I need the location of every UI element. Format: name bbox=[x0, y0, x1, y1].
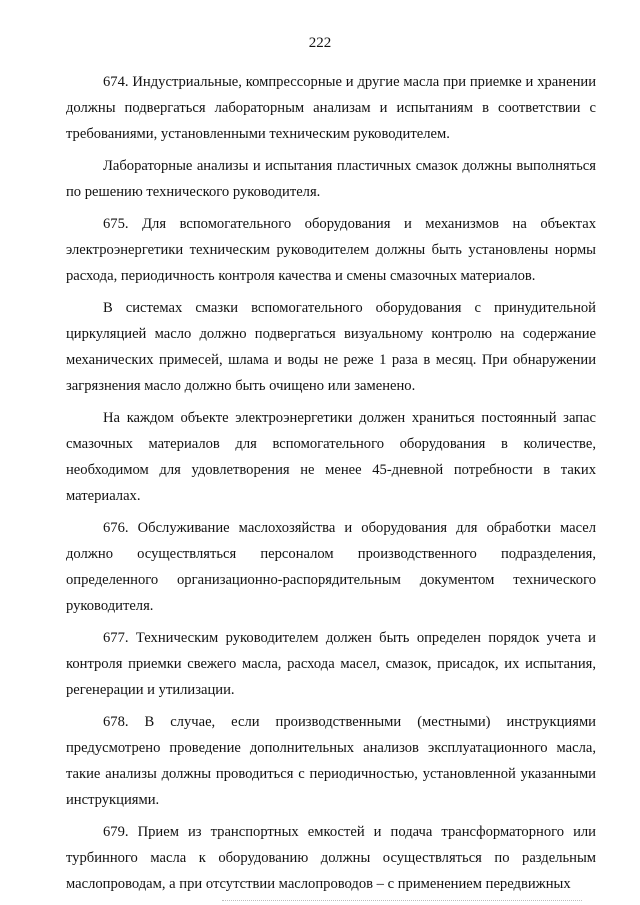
paragraph-678: 678. В случае, если производственными (местными) инструкциями предусмотрено проведение дополнительных анализов эксплуатационного масла, такие анализы должны проводиться с периодичностью, установленной указанными инструкциями. bbox=[66, 714, 596, 808]
page-number: 222 bbox=[308, 35, 332, 51]
scan-edge-line bbox=[222, 900, 582, 902]
paragraph-675-lubrication-systems: В системах смазки вспомогательного оборудования с принудительной циркуляцией масло должно подвергаться визуальному контролю на содержание механических примесей, шлама и воды не реже 1 раза в месяц. При обнаружении загрязнения масло должно быть очищено или заменено. bbox=[66, 300, 596, 394]
document-body bbox=[66, 69, 596, 903]
paragraph-674: 674. Индустриальные, компрессорные и другие масла при приемке и хранении должны подвергаться лабораторным анализам и испытаниям в соответствии с требованиями, установленными техническим руководителем. bbox=[66, 74, 596, 142]
paragraph-675: 675. Для вспомогательного оборудования и механизмов на объектах электроэнергетики техническим руководителем должны быть установлены нормы расхода, периодичность контроля качества и смены смазочных материалов. bbox=[66, 216, 596, 284]
paragraph-674-lubricants: Лабораторные анализы и испытания пластичных смазок должны выполняться по решению технического руководителя. bbox=[66, 158, 596, 200]
paragraph-679: 679. Прием из транспортных емкостей и подача трансформаторного или турбинного масла к оборудованию должны осуществляться по раздельным маслопроводам, а при отсутствии маслопроводов – с применением передвижных bbox=[66, 824, 596, 892]
paragraph-675-reserve-stock: На каждом объекте электроэнергетики должен храниться постоянный запас смазочных материалов для вспомогательного оборудования в количестве, необходимом для удовлетворения не менее 45-дневной потребности в таких материалах. bbox=[66, 410, 596, 504]
paragraph-676: 676. Обслуживание маслохозяйства и оборудования для обработки масел должно осуществляться персоналом производственного подразделения, определенного организационно-распорядительным документом технического руководителя. bbox=[66, 520, 596, 614]
paragraph-677: 677. Техническим руководителем должен быть определен порядок учета и контроля приемки свежего масла, расхода масел, смазок, присадок, их испытания, регенерации и утилизации. bbox=[66, 630, 596, 698]
